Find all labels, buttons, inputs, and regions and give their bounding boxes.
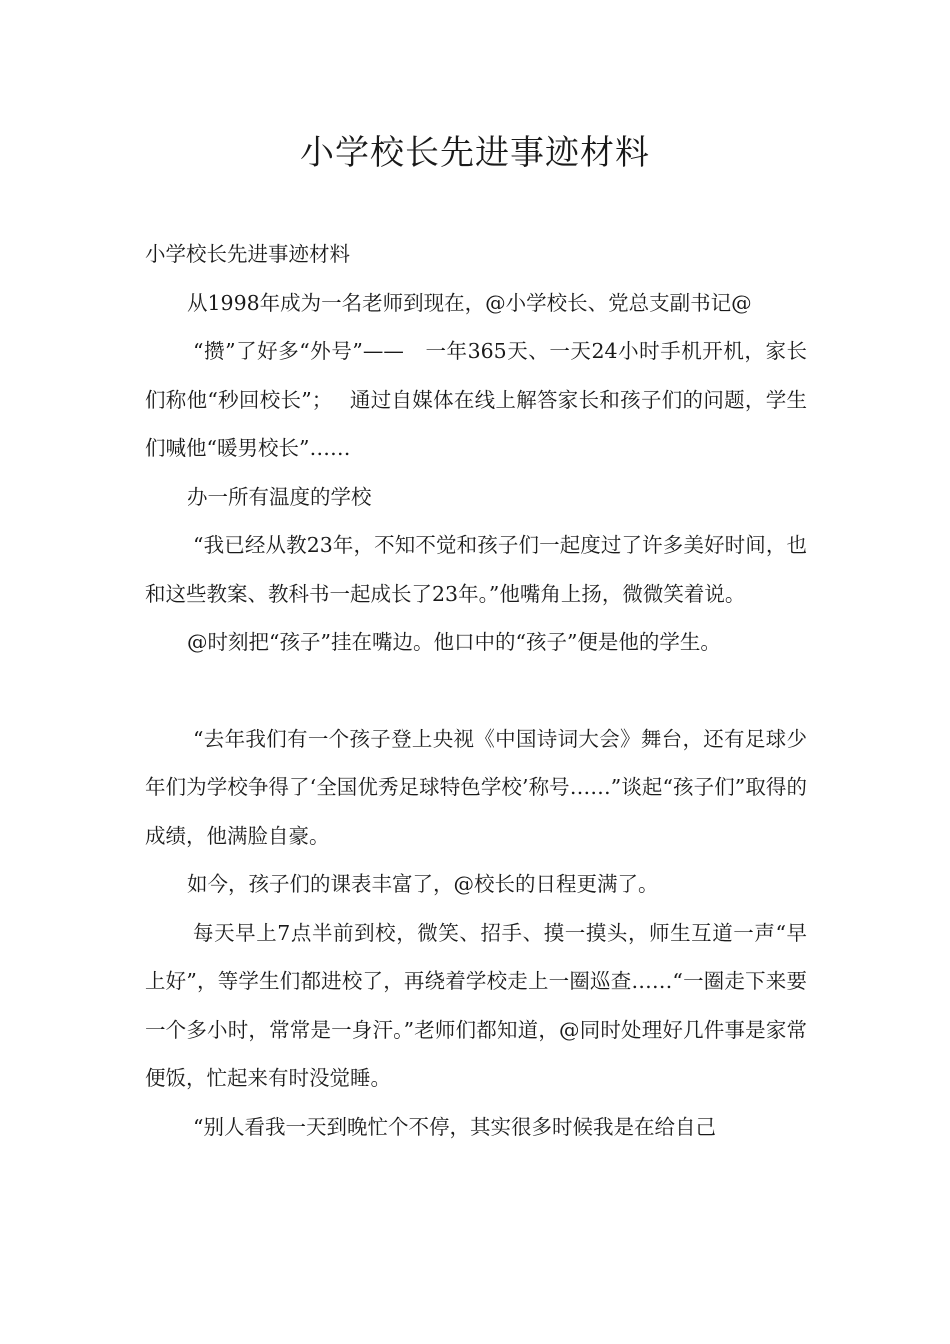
paragraph: 每天早上7点半前到校，微笑、招手、摸一摸头，师生互道一声“早上好”，等学生们都进校了，再绕着学校走上一圈巡查……“一圈走下来要一个多小时，常常是一身汗。”老师们都知道，@同时处理好几件事是家常便饭，忙起来有时没觉睡。 — [145, 920, 807, 1090]
paragraph: “我已经从教23年，不知不觉和孩子们一起度过了许多美好时间，也和这些教案、教科书一起成长了23年。”他嘴角上扬，微微笑着说。 — [145, 533, 807, 606]
paragraph-subtitle: 小学校长先进事迹材料 — [145, 242, 350, 266]
paragraph: “攒”了好多“外号”—— 一年365天、一天24小时手机开机，家长们称他“秒回校长”； 通过自媒体在线上解答家长和孩子们的问题，学生们喊他“暖男校长”…… — [145, 339, 807, 460]
document-body — [145, 230, 807, 1151]
paragraph: 从1998年成为一名老师到现在，@小学校长、党总支副书记@ — [187, 290, 752, 315]
document-title: 小学校长先进事迹材料 — [300, 133, 650, 173]
paragraph: “去年我们有一个孩子登上央视《中国诗词大会》舞台，还有足球少年们为学校争得了‘全国优秀足球特色学校’称号……”谈起“孩子们”取得的成绩，他满脸自豪。 — [145, 726, 807, 848]
paragraph: “别人看我一天到晚忙个不停，其实很多时候我是在给自己 — [193, 1114, 716, 1139]
paragraph: @时刻把“孩子”挂在嘴边。他口中的“孩子”便是他的学生。 — [187, 630, 721, 654]
paragraph-spacer — [145, 667, 807, 715]
paragraph: 如今，孩子们的课表丰富了，@校长的日程更满了。 — [187, 872, 659, 896]
paragraph-heading: 办一所有温度的学校 — [187, 484, 372, 509]
